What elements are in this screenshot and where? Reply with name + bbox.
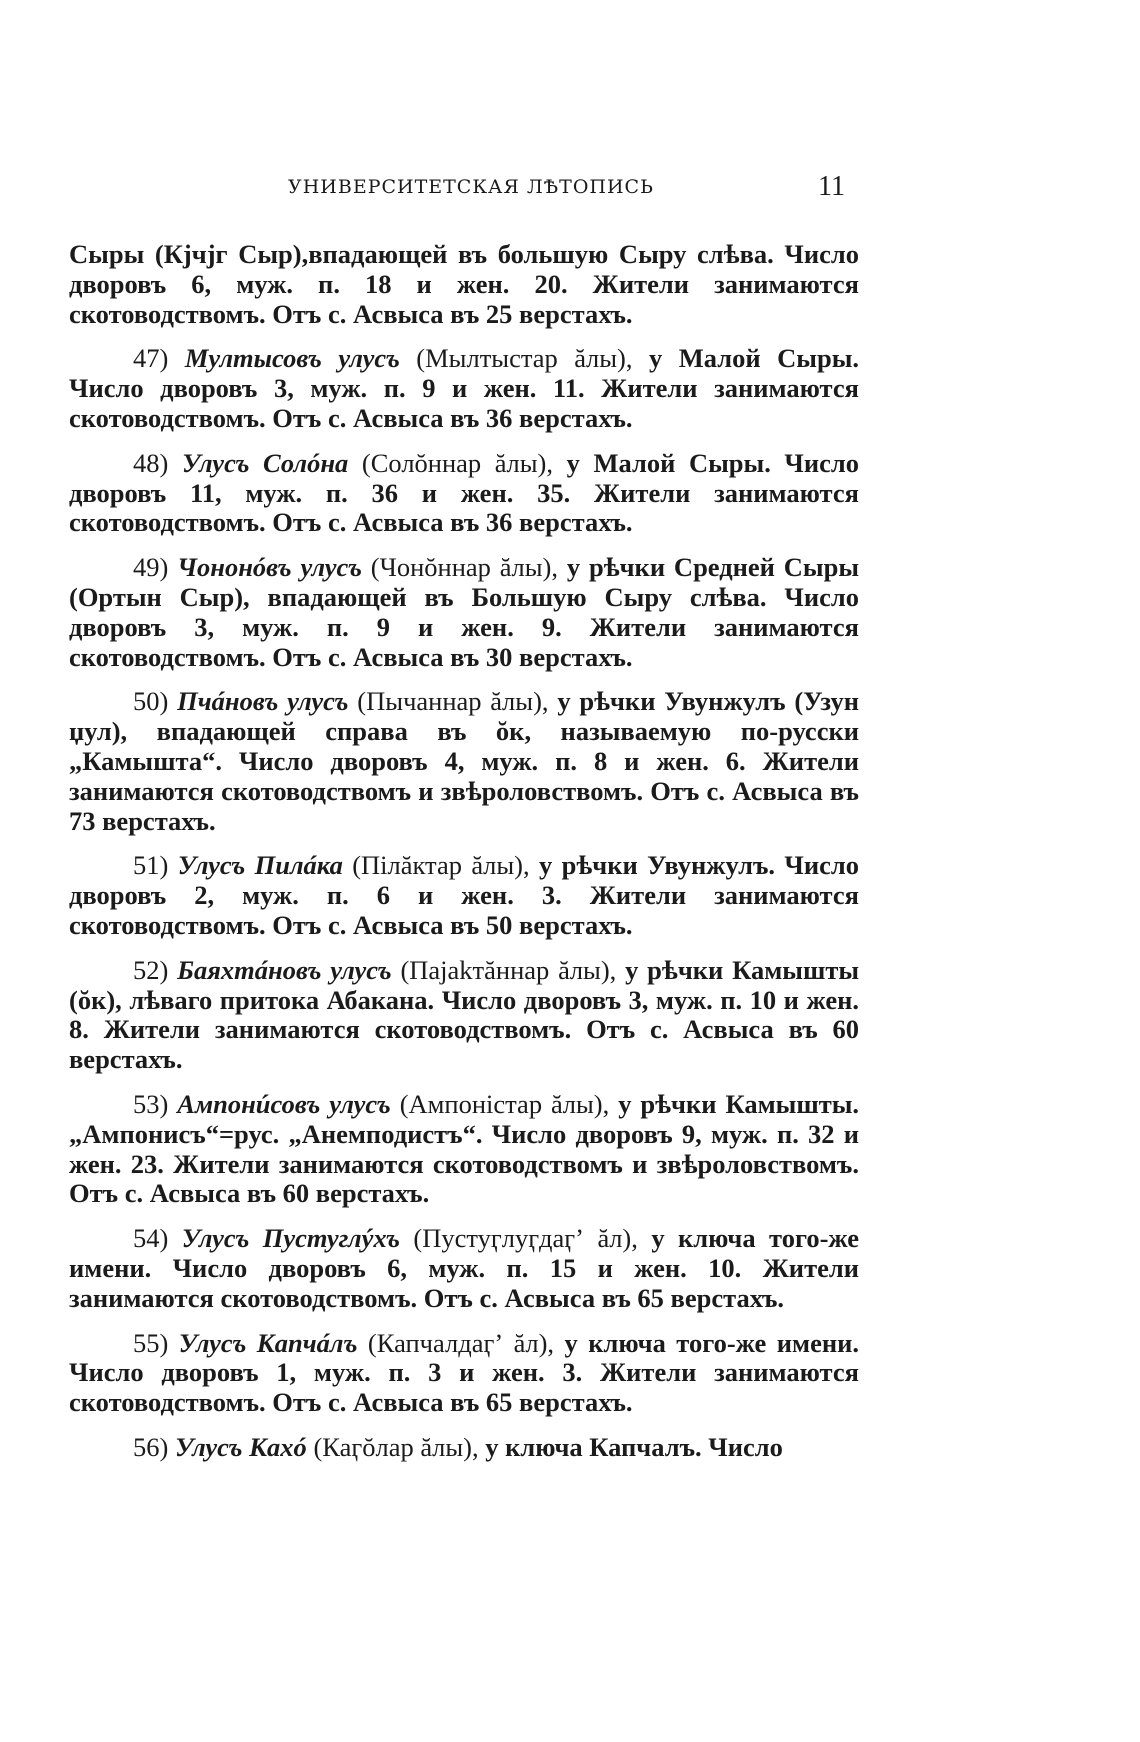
entry-paragraph: [69, 553, 859, 672]
entry-text: у Малой Сыры. Число дворовъ 3, муж. п. 9 и жен. 11. Жители занимаются скотоводствомъ. Отъ с. Асвыса въ 36 верстахъ.: [69, 343, 860, 433]
entry-native-name: (Пајаkтăннар ăлы),: [400, 954, 617, 985]
entry-native-name: (Капчалдаӷʼ ăл),: [367, 1327, 555, 1358]
entry-name: Ампонúсовъ улусъ: [177, 1088, 391, 1119]
entry-native-name: (Пычаннар ăлы),: [357, 686, 549, 717]
entry-native-name: (Пiлăктар ăлы),: [352, 850, 530, 881]
entry-number: 52): [133, 954, 169, 985]
entry-name: Баяхтáновъ улусъ: [177, 954, 392, 985]
entry-paragraph: [69, 956, 859, 1075]
entry-native-name: (Ампонiстар ăлы),: [399, 1088, 610, 1119]
entry-paragraph: [69, 240, 859, 329]
entry-name: Улусъ Пустуглýхъ: [181, 1223, 400, 1254]
entry-name: Пчáновъ улусъ: [177, 686, 349, 717]
entry-name: Улусъ Кахó: [174, 1431, 307, 1462]
entry-text: Сыры (Кјчјг Сыр),впадающей въ большую Сыру слѣва. Число дворовъ 6, муж. п. 18 и жен. 20. Жители занимаются скотоводствомъ. Отъ с. Асвыса въ 25 верстахъ.: [69, 239, 859, 329]
entry-name: Улусъ Пилáка: [177, 850, 343, 881]
entry-number: 55): [133, 1327, 169, 1358]
entry-native-name: (Чонŏннар ăлы),: [370, 552, 558, 583]
entry-text: у ключа Капчалъ. Число: [485, 1431, 783, 1462]
entry-native-name: (Каӷŏлар ăлы),: [313, 1431, 479, 1462]
body-text: [69, 240, 859, 1478]
entry-number: 53): [133, 1088, 169, 1119]
entry-name: Улусъ Солóна: [181, 447, 349, 478]
entry-name: Улусъ Капчáлъ: [178, 1327, 358, 1358]
entry-paragraph: [69, 1090, 859, 1209]
entry-text: у ключа того-же имени. Число дворовъ 6, муж. п. 15 и жен. 10. Жители занимаются скотоводствомъ. Отъ с. Асвыса въ 65 верстахъ.: [69, 1223, 860, 1313]
entry-number: 48): [133, 447, 169, 478]
entry-number: 47): [133, 343, 169, 374]
entry-number: 50): [133, 686, 169, 717]
entry-number: 54): [133, 1223, 169, 1254]
entry-number: 51): [133, 850, 169, 881]
entry-paragraph: [69, 1224, 859, 1313]
running-title: УНИВЕРСИТЕТСКАЯ ЛѢТОПИСЬ: [288, 176, 654, 198]
entry-paragraph: [69, 449, 859, 538]
entry-text: у рѣчки Увунжулъ (Узун џул), впадающей справа въ ŏк, называемую по-русски „Камышта“. Число дворовъ 4, муж. п. 8 и жен. 6. Жители занимаются скотоводствомъ и звѣроловствомъ. Отъ с. Асвыса въ 73 верстахъ.: [69, 686, 860, 836]
entry-paragraph: [69, 851, 859, 940]
entry-native-name: (Солŏннар ăлы),: [361, 447, 554, 478]
entry-paragraph: [69, 344, 859, 433]
entry-paragraph: [69, 1433, 859, 1463]
entry-name: Мултысовъ улусъ: [184, 343, 400, 374]
entry-text: у ключа того-же имени. Число дворовъ 1, муж. п. 3 и жен. 3. Жители занимаются скотоводствомъ. Отъ с. Асвыса въ 65 верстахъ.: [69, 1327, 859, 1418]
entry-text: у рѣчки Камышты (ŏк), лѣваго притока Абакана. Число дворовъ 3, муж. п. 10 и жен. 8. Жители занимаются скотоводствомъ. Отъ с. Асвыса въ 60 верстахъ.: [69, 954, 860, 1075]
entry-text: у рѣчки Средней Сыры (Ортын Сыр), впадающей въ Большую Сыру слѣва. Число дворовъ 3, муж. п. 9 и жен. 9. Жители занимаются скотоводствомъ. Отъ с. Асвыса въ 30 верстахъ.: [69, 552, 860, 672]
entry-number: 49): [133, 552, 169, 583]
entry-text: у Малой Сыры. Число дворовъ 11, муж. п. 36 и жен. 35. Жители занимаются скотоводствомъ. Отъ с. Асвыса въ 36 верстахъ.: [69, 447, 860, 538]
entry-name: Чононóвъ улусъ: [177, 552, 362, 583]
entry-paragraph: [69, 687, 859, 836]
entry-native-name: (Мылтыстар ăлы),: [416, 343, 633, 374]
entry-paragraph: [69, 1329, 859, 1418]
entry-text: у рѣчки Увунжулъ. Число дворовъ 2, муж. п. 6 и жен. 3. Жители занимаются скотоводствомъ. Отъ с. Асвыса въ 50 верстахъ.: [69, 850, 860, 940]
entry-text: у рѣчки Камышты. „Ампонисъ“=рус. „Анемподистъ“. Число дворовъ 9, муж. п. 32 и жен. 23. Жители занимаются скотоводствомъ и звѣроловствомъ. Отъ с. Асвыса въ 60 верстахъ.: [69, 1088, 860, 1209]
entry-number: 56): [133, 1431, 169, 1462]
page-number: 11: [818, 171, 845, 202]
entry-native-name: (Пустуӷлуӷдаӷʼ ăл),: [413, 1223, 638, 1254]
